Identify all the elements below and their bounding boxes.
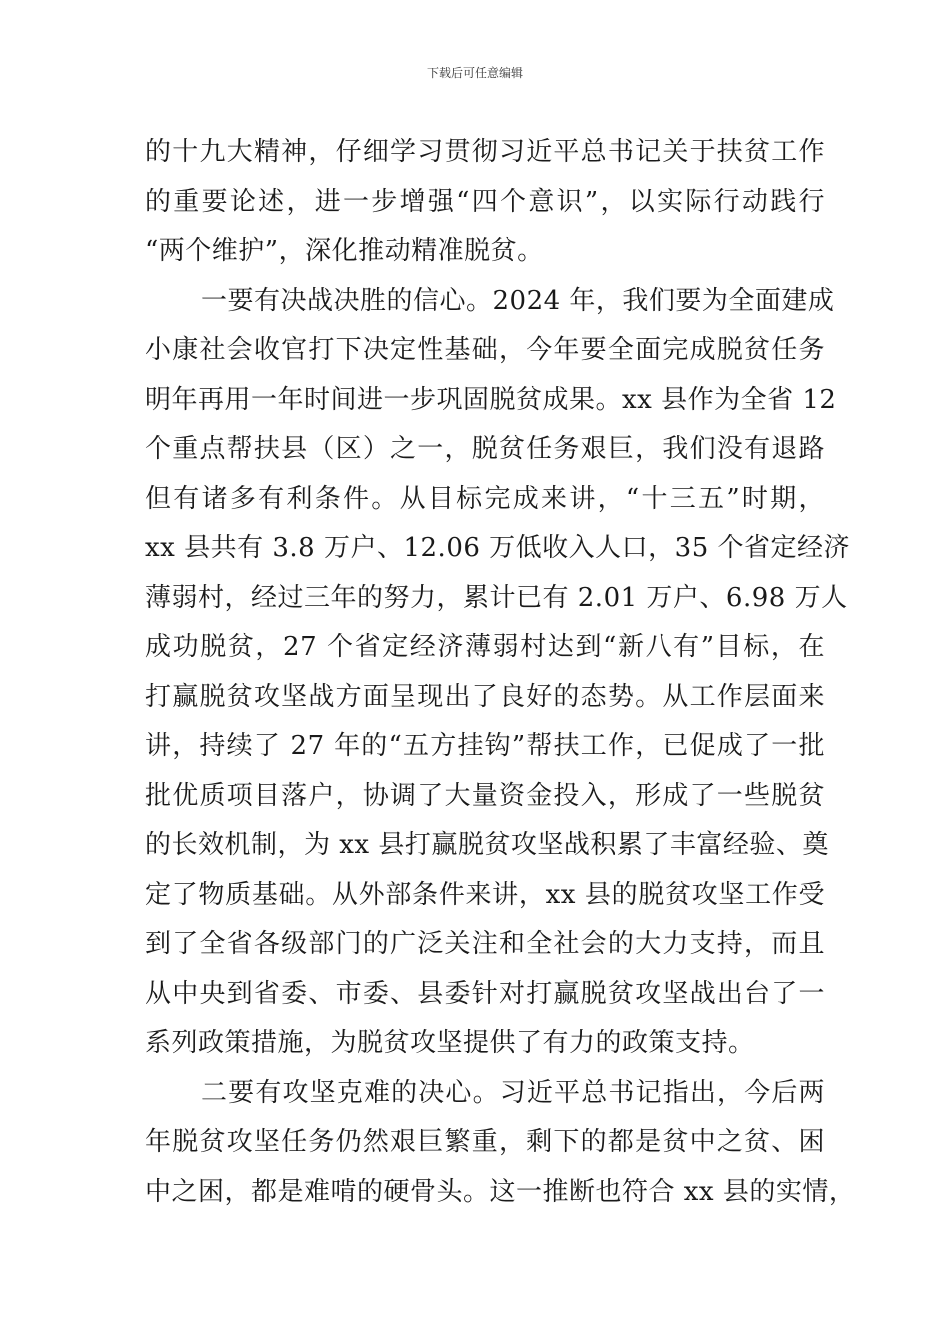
text-line: 小康社会收官打下决定性基础，今年要全面完成脱贫任务 [145,335,825,365]
text-line: 的长效机制，为 xx 县打赢脱贫攻坚战积累了丰富经验、奠 [145,830,829,860]
paragraph-1 [145,128,825,277]
text-line: 到了全省各级部门的广泛关注和全社会的大力支持，而且 [145,929,825,959]
text-line: xx 县共有 3.8 万户、12.06 万低收入人口，35 个省定经济 [145,533,851,563]
text-line: 的重要论述，进一步增强“四个意识”，以实际行动践行 [145,186,825,217]
text-line: 的十九大精神，仔细学习贯彻习近平总书记关于扶贫工作 [145,137,825,167]
text-line: 二要有攻坚克难的决心。习近平总书记指出，今后两 [201,1077,825,1108]
text-line: 定了物质基础。从外部条件来讲，xx 县的脱贫攻坚工作受 [145,879,825,910]
text-line: 批优质项目落户，协调了大量资金投入，形成了一些脱贫 [145,780,825,811]
text-line: 从中央到省委、市委、县委针对打赢脱贫攻坚战出台了一 [145,978,825,1009]
text-line: 中之困，都是难啃的硬骨头。这一推断也符合 xx 县的实情， [145,1176,856,1207]
text-line: 薄弱村，经过三年的努力，累计已有 2.01 万户、6.98 万人 [145,582,848,613]
text-line: 明年再用一年时间进一步巩固脱贫成果。xx 县作为全省 12 [145,384,837,415]
paragraph-3 [145,1069,856,1218]
text-line: “两个维护”，深化推动精准脱贫。 [145,236,544,266]
text-line: 年脱贫攻坚任务仍然艰巨繁重，剩下的都是贫中之贫、困 [145,1127,825,1157]
document-body [145,128,856,1217]
text-line: 讲，持续了 27 年的“五方挂钩”帮扶工作，已促成了一批 [145,731,825,761]
text-line: 打赢脱贫攻坚战方面呈现出了良好的态势。从工作层面来 [145,681,825,712]
text-line: 一要有决战决胜的信心。2024 年，我们要为全面建成 [201,285,835,316]
text-line: 系列政策措施，为脱贫攻坚提供了有力的政策支持。 [145,1028,755,1058]
paragraph-2 [145,277,851,1069]
text-line: 但有诸多有利条件。从目标完成来讲，“十三五”时期， [145,483,825,514]
page-header: 下载后可任意编辑 [426,66,523,80]
text-line: 个重点帮扶县（区）之一，脱贫任务艰巨，我们没有退路 [145,434,825,464]
text-line: 成功脱贫，27 个省定经济薄弱村达到“新八有”目标，在 [145,632,825,662]
